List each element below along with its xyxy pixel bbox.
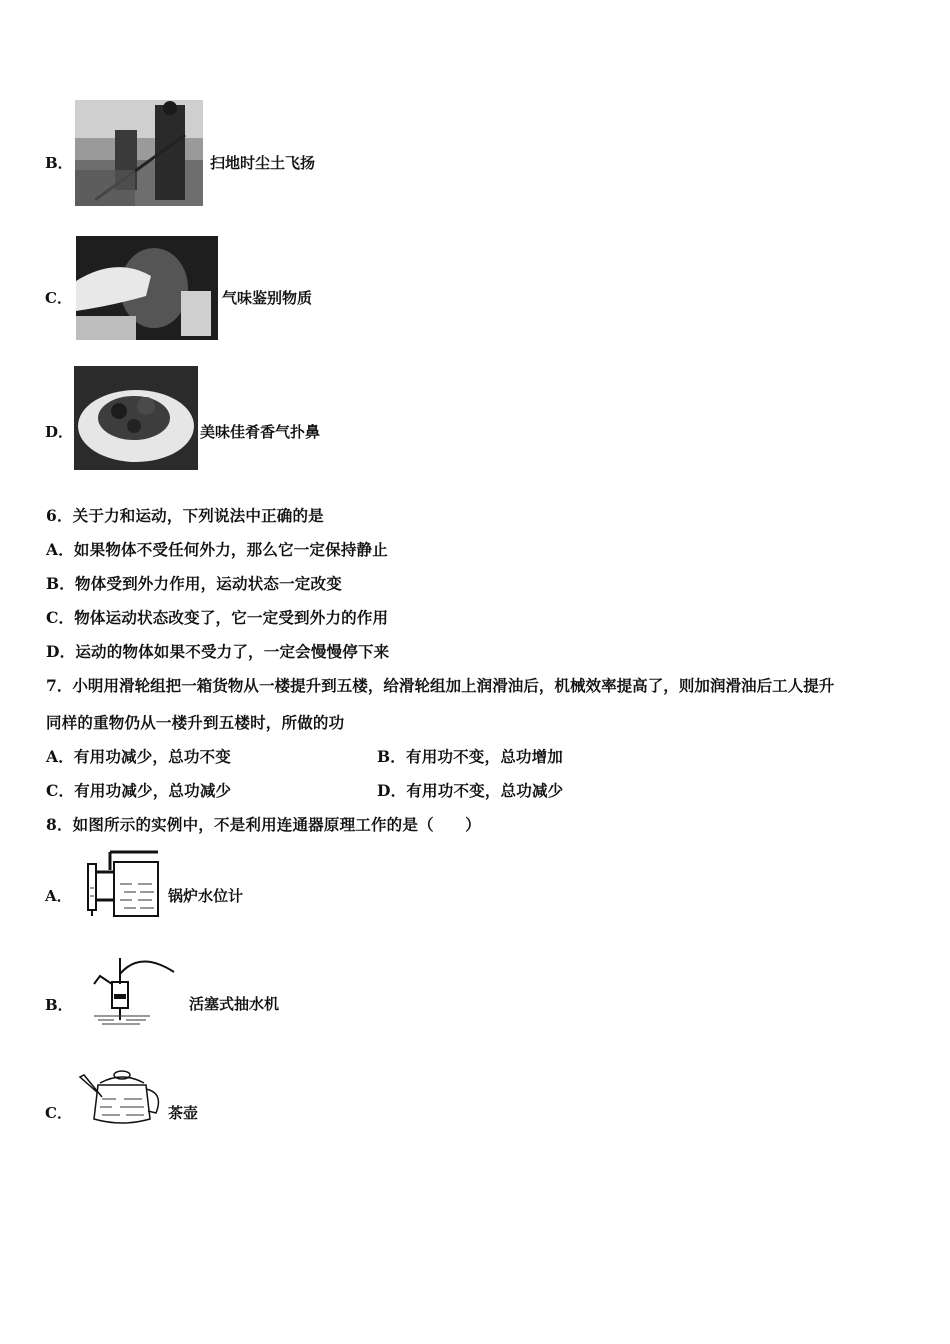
- q5-option-d-letter: D．: [45, 423, 74, 441]
- q8-option-a-caption: 锅炉水位计: [168, 887, 244, 905]
- q7-option-a: A．有用功减少，总功不变: [46, 747, 231, 766]
- boiler-water-gauge-diagram: [80, 848, 162, 918]
- q5-option-d-caption: 美味佳肴香气扑鼻: [200, 423, 321, 441]
- piston-water-pump-diagram: [80, 954, 176, 1026]
- q7-stem-line2: 同样的重物仍从一楼升到五楼时，所做的功: [46, 713, 345, 732]
- food-dish-photo: [74, 366, 198, 470]
- q8-option-c-letter: C．: [45, 1104, 72, 1122]
- smell-identify-photo: [76, 236, 218, 340]
- q8-option-b-letter: B．: [45, 996, 73, 1014]
- q7-option-c: C．有用功减少，总功减少: [46, 781, 232, 800]
- sweeping-photo: [75, 100, 203, 206]
- q5-option-c-caption: 气味鉴别物质: [222, 289, 313, 307]
- teapot-diagram: [76, 1063, 166, 1131]
- q6-stem: 6．关于力和运动，下列说法中正确的是: [46, 506, 324, 525]
- q6-option-c: C．物体运动状态改变了，它一定受到外力的作用: [46, 608, 389, 627]
- q8-option-a-letter: A．: [45, 887, 72, 905]
- q6-option-a: A．如果物体不受任何外力，那么它一定保持静止: [46, 540, 388, 559]
- q6-option-d: D．运动的物体如果不受力了，一定会慢慢停下来: [46, 642, 390, 661]
- q8-option-b-caption: 活塞式抽水机: [189, 995, 280, 1013]
- q5-option-c-letter: C．: [45, 289, 72, 307]
- q7-option-b: B．有用功不变，总功增加: [377, 747, 564, 766]
- q5-option-b-caption: 扫地时尘土飞扬: [210, 154, 316, 172]
- q6-option-b: B．物体受到外力作用，运动状态一定改变: [46, 574, 342, 593]
- q8-stem: 8．如图所示的实例中，不是利用连通器原理工作的是（ ）: [46, 815, 481, 834]
- q7-option-d: D．有用功不变，总功减少: [377, 781, 564, 800]
- q5-option-b-letter: B．: [45, 154, 73, 172]
- q8-option-c-caption: 茶壶: [168, 1104, 199, 1122]
- q7-stem-line1: 7．小明用滑轮组把一箱货物从一楼提升到五楼，给滑轮组加上润滑油后，机械效率提高了，则加润滑油后工人提升: [46, 676, 835, 695]
